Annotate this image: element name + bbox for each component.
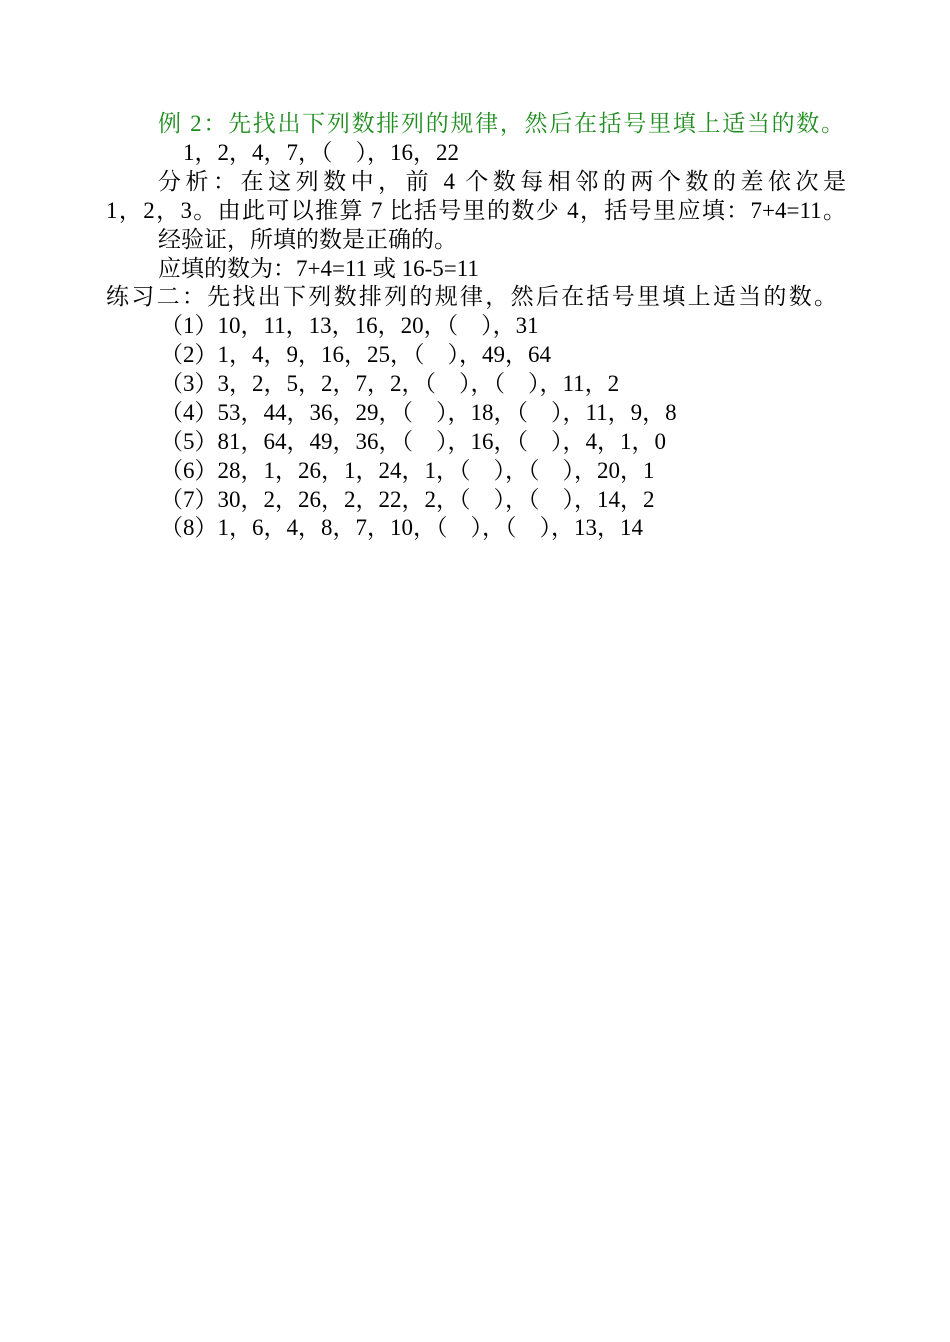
analysis-line-2: 1，2，3。由此可以推算 7 比括号里的数少 4，括号里应填：7+4=11。: [106, 198, 846, 223]
exercise-item: （5）81，64，49，36，（ ），16，（ ），4，1，0: [160, 429, 666, 454]
example-sequence: 1，2，4，7，（ ），16，22: [183, 140, 459, 165]
answer-text: 应填的数为：7+4=11 或 16-5=11: [158, 256, 479, 281]
exercise-item: （1）10，11，13，16，20，（ ），31: [160, 313, 539, 338]
exercise-item: （7）30，2，26，2，22，2，（ ），（ ），14，2: [160, 487, 655, 512]
analysis-line-1: 分析：在这列数中，前 4 个数每相邻的两个数的差依次是: [158, 169, 846, 194]
exercise-title: 练习二：先找出下列数排列的规律，然后在括号里填上适当的数。: [106, 284, 837, 309]
example-title: 例 2：先找出下列数排列的规律，然后在括号里填上适当的数。: [158, 111, 844, 136]
verification-text: 经验证，所填的数是正确的。: [158, 227, 457, 252]
exercise-item: （2）1，4，9，16，25，（ ），49，64: [160, 342, 551, 367]
exercise-item: （8）1，6，4，8，7，10，（ ），（ ），13，14: [160, 515, 643, 540]
exercise-item: （4）53，44，36，29，（ ），18，（ ），11，9，8: [160, 400, 677, 425]
exercise-item: （3）3，2，5，2，7，2，（ ），（ ），11，2: [160, 371, 620, 396]
exercise-item: （6）28，1，26，1，24，1，（ ），（ ），20，1: [160, 458, 655, 483]
